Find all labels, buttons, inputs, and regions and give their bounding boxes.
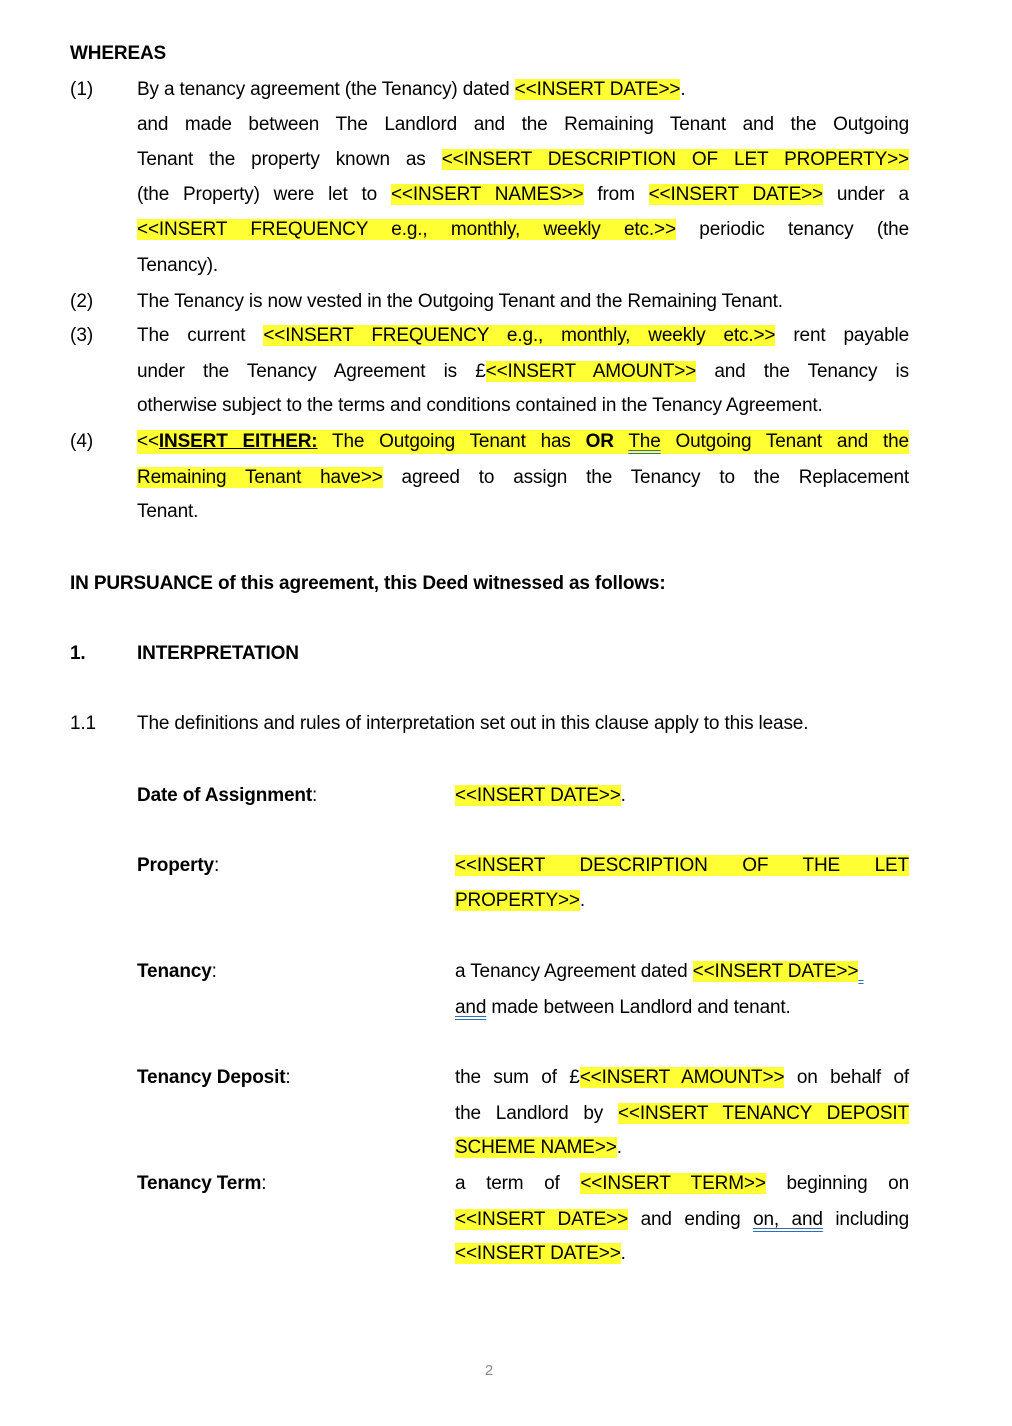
colon: : bbox=[261, 1173, 267, 1194]
recital-number: (2) bbox=[70, 291, 94, 312]
recital-4-line-1[interactable] bbox=[137, 430, 909, 454]
recital-1-line-2 bbox=[137, 113, 909, 137]
definition-value bbox=[455, 960, 863, 984]
text: (the Property) were let to bbox=[137, 184, 391, 205]
term-label: Tenancy bbox=[137, 961, 212, 982]
placeholder-highlight[interactable]: <<INSERT TENANCY DEPOSIT bbox=[617, 1103, 910, 1124]
text: under the Tenancy Agreement is £ bbox=[137, 361, 486, 382]
insert-either-label: INSERT EITHER: bbox=[158, 431, 318, 452]
placeholder-highlight[interactable]: <<INSERT NAMES>> bbox=[390, 184, 584, 205]
definition-value bbox=[455, 996, 791, 1020]
placeholder-highlight[interactable]: <<INSERT DESCRIPTION OF LET PROPERTY>> bbox=[441, 149, 909, 170]
recital-number: (4) bbox=[70, 431, 94, 452]
placeholder-highlight[interactable]: <<INSERT FREQUENCY e.g., monthly, weekly etc.>> bbox=[263, 325, 776, 346]
recital-4-line-2 bbox=[137, 466, 909, 490]
text: under a bbox=[823, 184, 909, 205]
placeholder-highlight[interactable]: <<INSERT DATE>> bbox=[648, 184, 823, 205]
text: Tenancy). bbox=[137, 255, 219, 276]
colon: : bbox=[285, 1067, 291, 1088]
text: beginning on bbox=[765, 1173, 910, 1194]
recital-3-line-1 bbox=[137, 324, 909, 348]
definition-value bbox=[455, 854, 909, 878]
text: and ending bbox=[628, 1209, 754, 1230]
definition-term bbox=[137, 1172, 266, 1196]
placeholder-highlight[interactable]: <<INSERT FREQUENCY e.g., monthly, weekly etc.>> bbox=[137, 219, 676, 240]
colon: : bbox=[211, 961, 217, 982]
definition-value bbox=[455, 1242, 626, 1266]
section-title: INTERPRETATION bbox=[137, 643, 299, 664]
recital-3-line-3 bbox=[137, 394, 823, 418]
text: a term of bbox=[455, 1173, 581, 1194]
definition-value bbox=[455, 1208, 909, 1232]
term-label: Tenancy Term bbox=[137, 1173, 262, 1194]
text: . bbox=[579, 890, 586, 911]
text: << bbox=[137, 431, 159, 452]
recital-number: (3) bbox=[70, 325, 94, 346]
text: . bbox=[616, 1137, 622, 1158]
text: agreed to assign the Tenancy to the Replacement bbox=[382, 467, 909, 488]
term-label: Property bbox=[137, 855, 214, 876]
recital-number: (1) bbox=[70, 79, 94, 100]
text: . bbox=[620, 1243, 626, 1264]
text bbox=[614, 431, 629, 452]
or-keyword: OR bbox=[585, 431, 614, 452]
placeholder-highlight[interactable]: <<INSERT DESCRIPTION OF THE LET bbox=[455, 855, 909, 876]
text: the sum of £ bbox=[455, 1067, 580, 1088]
definition-term bbox=[137, 784, 317, 808]
text: including bbox=[822, 1209, 909, 1230]
text: periodic tenancy (the bbox=[675, 219, 909, 240]
recital-1-line-3 bbox=[137, 148, 909, 172]
text: By a tenancy agreement (the Tenancy) dated bbox=[137, 79, 515, 100]
placeholder-highlight[interactable]: Remaining Tenant have>> bbox=[137, 467, 383, 488]
definition-term bbox=[137, 854, 219, 878]
recital-1-line-4 bbox=[137, 183, 909, 207]
placeholder-highlight[interactable]: <<INSERT DATE>> bbox=[455, 1209, 629, 1230]
definition-term bbox=[137, 960, 217, 984]
definition-value bbox=[455, 1066, 909, 1090]
text: . bbox=[620, 785, 626, 806]
section-number: 1. bbox=[70, 643, 86, 664]
text: and the Tenancy is bbox=[696, 361, 909, 382]
definition-value bbox=[455, 1172, 909, 1196]
text: The Tenancy is now vested in the Outgoing Tenant and the Remaining Tenant. bbox=[137, 291, 783, 312]
pursuance-heading: IN PURSUANCE of this agreement, this Deed witnessed as follows: bbox=[70, 573, 666, 594]
term-label: Tenancy Deposit bbox=[137, 1067, 286, 1088]
grammar-mark[interactable] bbox=[858, 961, 863, 982]
placeholder-highlight[interactable]: <<INSERT AMOUNT>> bbox=[485, 361, 697, 382]
grammar-mark[interactable]: The bbox=[628, 431, 661, 452]
text: Tenant the property known as bbox=[137, 149, 442, 170]
recital-4-line-3 bbox=[137, 500, 198, 524]
placeholder-highlight[interactable]: SCHEME NAME>> bbox=[455, 1137, 617, 1158]
whereas-heading: WHEREAS bbox=[70, 43, 167, 64]
placeholder-highlight[interactable]: PROPERTY>> bbox=[455, 890, 580, 911]
term-label: Date of Assignment bbox=[137, 785, 313, 806]
text: a Tenancy Agreement dated bbox=[455, 961, 693, 982]
page-number: 2 bbox=[484, 1362, 494, 1379]
text: otherwise subject to the terms and conditions contained in the Tenancy Agreement. bbox=[137, 395, 823, 416]
text: . bbox=[680, 79, 686, 100]
text: The Outgoing Tenant has bbox=[317, 431, 586, 452]
text: on behalf of bbox=[784, 1067, 909, 1088]
recital-3-line-2 bbox=[137, 360, 909, 384]
text: from bbox=[583, 184, 649, 205]
clause-text: The definitions and rules of interpretation set out in this clause apply to this lease. bbox=[137, 713, 809, 734]
definition-value bbox=[455, 889, 585, 913]
recital-1-line-5 bbox=[137, 218, 909, 242]
recital-1-line-1 bbox=[137, 78, 685, 102]
recital-1-line-6 bbox=[137, 254, 218, 278]
text: Tenant. bbox=[137, 501, 199, 522]
definition-term bbox=[137, 1066, 291, 1090]
text: the Landlord by bbox=[455, 1103, 618, 1124]
placeholder-highlight[interactable]: <<INSERT DATE>> bbox=[692, 961, 859, 982]
text: Outgoing Tenant and the bbox=[660, 431, 909, 452]
placeholder-highlight[interactable]: <<INSERT TERM>> bbox=[580, 1173, 766, 1194]
text: made between Landlord and tenant. bbox=[486, 997, 791, 1018]
text: and made between The Landlord and the Remaining Tenant and the Outgoing bbox=[137, 114, 909, 135]
placeholder-highlight[interactable]: <<INSERT DATE>> bbox=[455, 785, 621, 806]
definition-value bbox=[455, 1136, 622, 1160]
colon: : bbox=[312, 785, 318, 806]
placeholder-highlight[interactable]: <<INSERT AMOUNT>> bbox=[579, 1067, 785, 1088]
placeholder-highlight[interactable]: <<INSERT DATE>> bbox=[514, 79, 681, 100]
clause-number: 1.1 bbox=[70, 713, 96, 734]
recital-2-line-1 bbox=[137, 290, 783, 314]
colon: : bbox=[213, 855, 220, 876]
grammar-mark[interactable]: and bbox=[455, 997, 487, 1018]
grammar-mark[interactable]: on, and bbox=[753, 1209, 823, 1230]
text: rent payable bbox=[775, 325, 909, 346]
placeholder-highlight[interactable]: <<INSERT DATE>> bbox=[455, 1243, 621, 1264]
text: The current bbox=[137, 325, 264, 346]
definition-value bbox=[455, 1102, 909, 1126]
definition-value bbox=[455, 784, 626, 808]
